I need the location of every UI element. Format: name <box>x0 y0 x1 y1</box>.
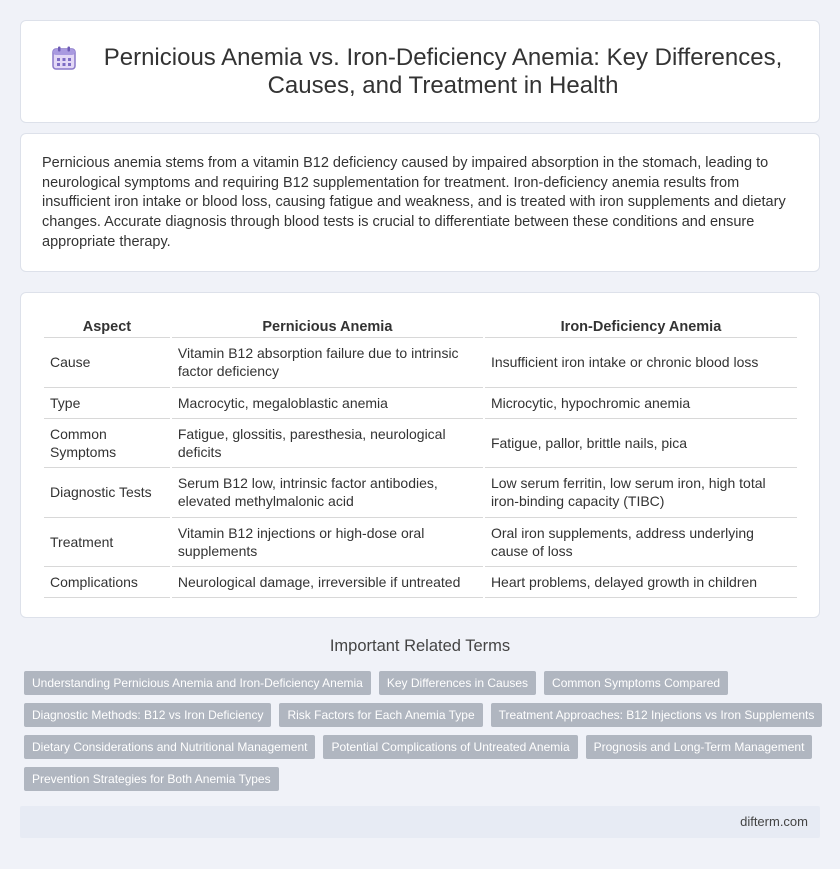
row-iron-deficiency: Microcytic, hypochromic anemia <box>485 388 797 419</box>
row-iron-deficiency: Low serum ferritin, low serum iron, high total iron-binding capacity (TIBC) <box>485 468 797 518</box>
related-terms-list <box>24 671 824 791</box>
calendar-icon <box>51 45 77 71</box>
header-iron-deficiency: Iron-Deficiency Anemia <box>485 315 797 338</box>
table-row <box>44 338 797 388</box>
row-aspect: Common Symptoms <box>44 419 170 469</box>
related-term-tag[interactable]: Key Differences in Causes <box>379 671 536 695</box>
row-aspect: Cause <box>44 338 170 388</box>
row-iron-deficiency: Heart problems, delayed growth in children <box>485 567 797 598</box>
title-wrap <box>51 21 789 122</box>
row-iron-deficiency: Insufficient iron intake or chronic blood loss <box>485 338 797 388</box>
header-card <box>20 20 820 123</box>
related-term-tag[interactable]: Dietary Considerations and Nutritional Management <box>24 735 315 759</box>
related-term-tag[interactable]: Prognosis and Long-Term Management <box>586 735 813 759</box>
table-row <box>44 567 797 598</box>
comparison-table-card <box>20 292 820 618</box>
table-row <box>44 518 797 568</box>
footer-site-link[interactable]: difterm.com <box>740 814 808 829</box>
table-row <box>44 468 797 518</box>
row-pernicious: Vitamin B12 absorption failure due to intrinsic factor deficiency <box>172 338 483 388</box>
related-term-tag[interactable]: Prevention Strategies for Both Anemia Types <box>24 767 279 791</box>
table-header-row <box>44 315 797 338</box>
related-term-tag[interactable]: Diagnostic Methods: B12 vs Iron Deficiency <box>24 703 271 727</box>
row-pernicious: Neurological damage, irreversible if untreated <box>172 567 483 598</box>
related-term-tag[interactable]: Treatment Approaches: B12 Injections vs Iron Supplements <box>491 703 823 727</box>
header-pernicious: Pernicious Anemia <box>172 315 483 338</box>
row-aspect: Complications <box>44 567 170 598</box>
row-iron-deficiency: Oral iron supplements, address underlying cause of loss <box>485 518 797 568</box>
row-pernicious: Fatigue, glossitis, paresthesia, neurological deficits <box>172 419 483 469</box>
related-term-tag[interactable]: Risk Factors for Each Anemia Type <box>279 703 482 727</box>
related-terms-heading: Important Related Terms <box>329 637 511 655</box>
related-term-tag[interactable]: Understanding Pernicious Anemia and Iron-Deficiency Anemia <box>24 671 371 695</box>
related-term-tag[interactable]: Common Symptoms Compared <box>544 671 728 695</box>
comparison-table <box>42 315 799 598</box>
row-iron-deficiency: Fatigue, pallor, brittle nails, pica <box>485 419 797 469</box>
row-aspect: Treatment <box>44 518 170 568</box>
row-pernicious: Macrocytic, megaloblastic anemia <box>172 388 483 419</box>
header-aspect: Aspect <box>44 315 170 338</box>
summary-text: Pernicious anemia stems from a vitamin B12 deficiency caused by impaired absorption in the stomach, leading to neurological symptoms and requiring B12 supplementation for treatment. Iron-deficiency anemia results from insufficient iron intake or blood loss, causing fatigue and weakness, and is treated with iron supplements and dietary changes. Accurate diagnosis through blood tests is crucial to differentiate between these conditions and ensure appropriate therapy. <box>42 155 786 250</box>
table-row <box>44 419 797 469</box>
row-pernicious: Serum B12 low, intrinsic factor antibodies, elevated methylmalonic acid <box>172 468 483 518</box>
footer <box>20 806 820 838</box>
summary-card <box>20 133 820 272</box>
table-row <box>44 388 797 419</box>
row-aspect: Type <box>44 388 170 419</box>
page-title: Pernicious Anemia vs. Iron-Deficiency Anemia: Key Differences, Causes, and Treatment in Health <box>103 43 783 99</box>
row-aspect: Diagnostic Tests <box>44 468 170 518</box>
related-term-tag[interactable]: Potential Complications of Untreated Anemia <box>323 735 577 759</box>
row-pernicious: Vitamin B12 injections or high-dose oral supplements <box>172 518 483 568</box>
